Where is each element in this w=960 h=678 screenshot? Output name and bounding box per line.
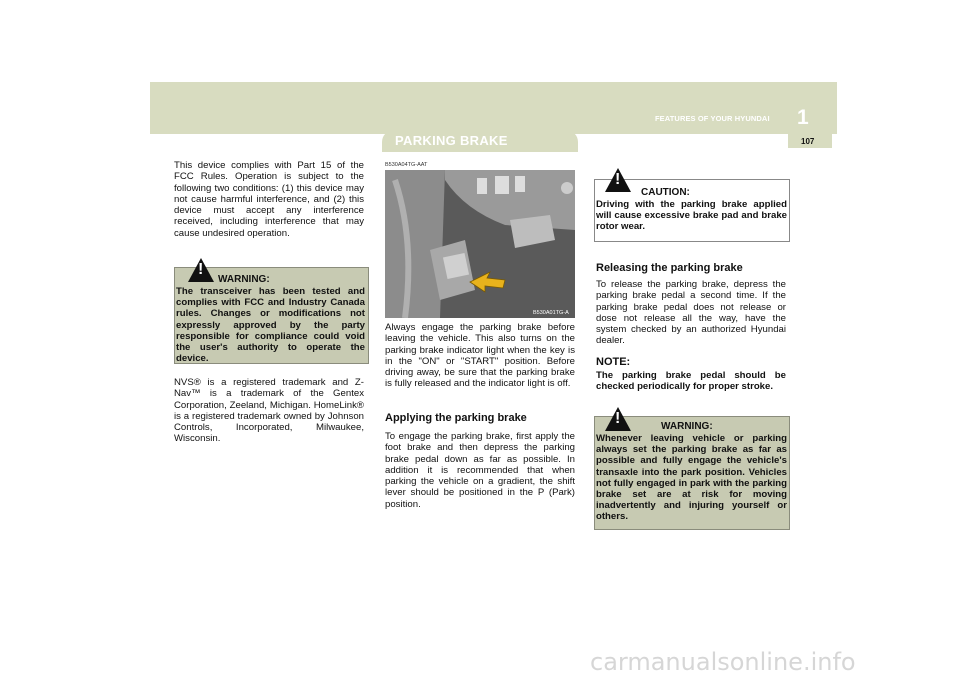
warning-triangle-icon-2: !	[605, 407, 631, 431]
image-code-top: B530A04TG-AAT	[385, 162, 428, 168]
caution-text: Driving with the parking brake applied will cause excessive brake pad and brake rotor wear.	[596, 199, 787, 233]
chapter-label: FEATURES OF YOUR HYUNDAI	[655, 114, 770, 123]
warning-title: WARNING:	[218, 274, 270, 285]
image-code-bottom: B530A01TG-A	[533, 310, 569, 316]
release-heading: Releasing the parking brake	[596, 262, 743, 274]
warning-text: The transceiver has been tested and complies with FCC and Industry Canada rules. Changes or modifications not expressly approved by the party responsible for compliance could void the user's authority to operate the device.	[176, 286, 365, 365]
fcc-compliance-text: This device complies with Part 15 of the FCC Rules. Operation is subject to the following two conditions: (1) this device may not cause harmful interference, and (2) this device must accept any interference received, including interference that may cause undesired operation.	[174, 160, 364, 239]
page-number: 107	[801, 137, 815, 146]
warning-box-fcc	[174, 261, 369, 365]
caution-title: CAUTION:	[641, 187, 690, 198]
note-title: NOTE:	[596, 356, 631, 368]
parking-brake-photo	[385, 170, 575, 318]
warning-title-2: WARNING:	[661, 421, 713, 432]
warning-box-parking	[594, 410, 790, 530]
apply-heading: Applying the parking brake	[385, 412, 527, 424]
section-title: PARKING BRAKE	[395, 133, 508, 148]
release-text: To release the parking brake, depress the parking brake pedal a second time. If the parking brake pedal does not release or dose not release all the way, have the system checked by an authorized Hyundai dealer.	[596, 279, 786, 347]
caution-box	[594, 171, 790, 242]
chapter-number: 1	[797, 106, 809, 129]
apply-text: To engage the parking brake, first apply the foot brake and then depress the parking brake pedal down as far as possible. In addition it is recommended that when parking the vehicle on a gradient, the shift lever should be positioned in the P (Park) position.	[385, 431, 575, 510]
warning-triangle-icon: !	[188, 258, 214, 282]
watermark-text: carmanualsonline.info	[590, 648, 856, 676]
warning-text-2: Whenever leaving vehicle or parking always set the parking brake as far as possible and fully engage the vehicle's transaxle into the park position. Vehicles not fully engaged in park with the parking brake set are at risk for moving inadvertently and injuring yourself or others.	[596, 433, 787, 523]
note-text: The parking brake pedal should be checked periodically for proper stroke.	[596, 370, 786, 393]
header-band	[150, 82, 837, 134]
trademark-text: NVS® is a registered trademark and Z-Nav™ is a trademark of the Gentex Corporation, Zeeland, Michigan. HomeLink® is a registered trademark owned by Johnson Controls, Incorporated, Milwaukee, Wisconsin.	[174, 377, 364, 445]
parking-brake-intro: Always engage the parking brake before leaving the vehicle. This also turns on the parking brake indicator light when the key is in the "ON" or "START" position. Before driving away, be sure that the parking brake is fully released and the indicator light is off.	[385, 322, 575, 390]
parking-brake-illustration	[385, 170, 575, 318]
caution-triangle-icon: !	[605, 168, 631, 192]
